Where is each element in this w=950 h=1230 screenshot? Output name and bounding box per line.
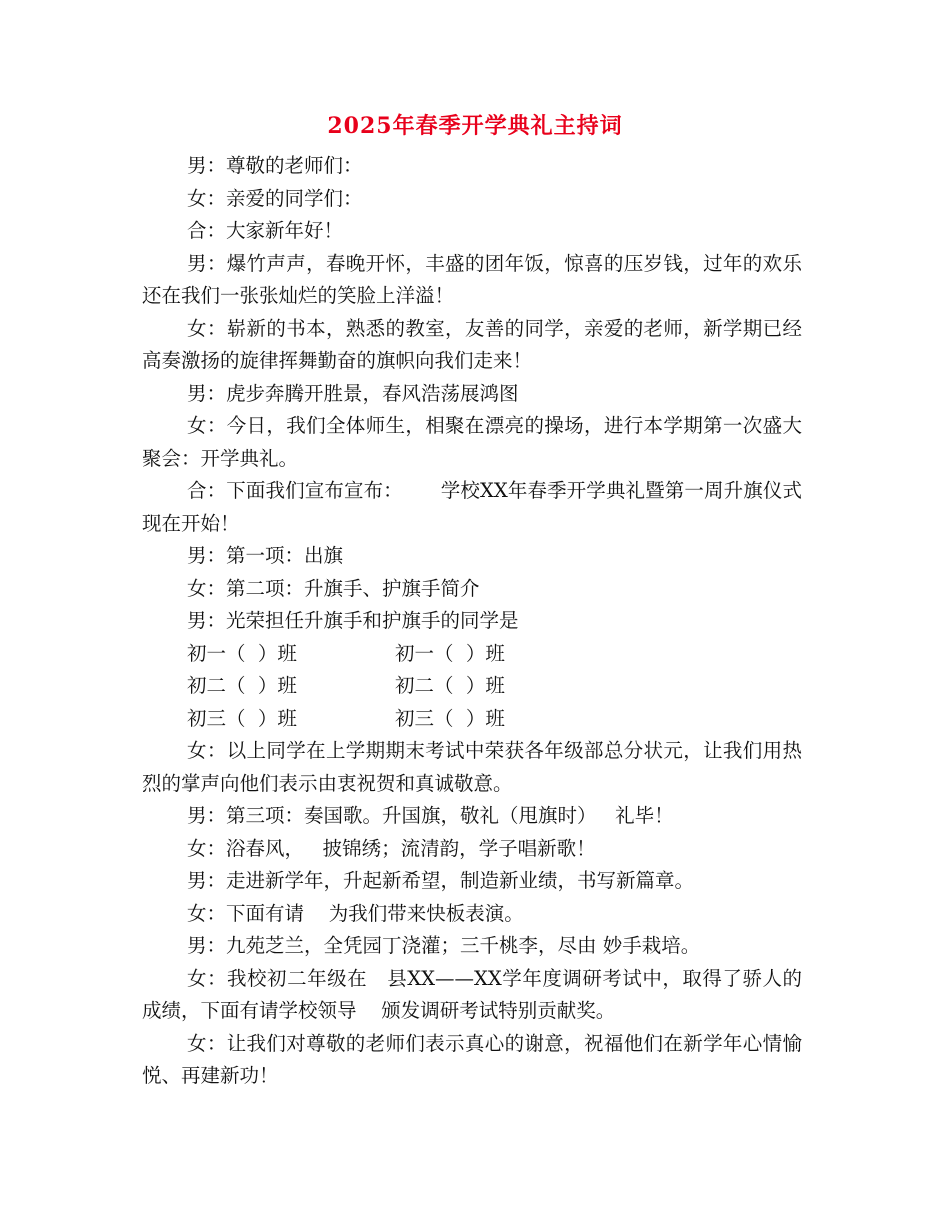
class-row bbox=[142, 703, 802, 736]
class-cell: 初三（ ）班 bbox=[395, 706, 505, 730]
paragraph: 女：以上同学在上学期期末考试中荣获各年级部总分状元，让我们用热烈的掌声向他们表示由衷祝贺和真诚敬意。 bbox=[142, 739, 802, 795]
paragraph: 女：下面有请 为我们带来快板表演。 bbox=[187, 901, 524, 925]
paragraph: 男：走进新学年，升起新希望，制造新业绩，书写新篇章。 bbox=[187, 869, 695, 892]
paragraph: 女：今日，我们全体师生，相聚在漂亮的操场，进行本学期第一次盛大聚会：开学典礼。 bbox=[142, 414, 802, 470]
class-cell: 初二（ ）班 bbox=[187, 674, 297, 697]
paragraph: 女：亲爱的同学们： bbox=[187, 186, 363, 210]
paragraph: 合：下面我们宣布宣布： 学校XX年春季开学典礼暨第一周升旗仪式现在开始！ bbox=[142, 479, 802, 535]
paragraph: 男：第一项：出旗 bbox=[187, 544, 344, 567]
document-body bbox=[142, 150, 802, 1093]
paragraph: 男：九苑芝兰，全凭园丁浇灌；三千桃李，尽由 妙手栽培。 bbox=[187, 934, 701, 957]
document-title: 2025年春季开学典礼主持词 bbox=[327, 113, 623, 139]
paragraph: 男：爆竹声声，春晚开怀，丰盛的团年饭，惊喜的压岁钱，过年的欢乐还在我们一张张灿烂的笑脸上洋溢！ bbox=[142, 251, 802, 307]
paragraph: 男：尊敬的老师们： bbox=[187, 154, 363, 177]
paragraph: 女：浴春风， 披锦绣；流清韵，学子唱新歌！ bbox=[187, 836, 596, 860]
paragraph: 男：虎步奔腾开胜景，春风浩荡展鸿图 bbox=[187, 381, 519, 405]
class-cell: 初一（ ）班 bbox=[395, 641, 505, 665]
paragraph: 合：大家新年好！ bbox=[187, 219, 344, 242]
paragraph: 女：让我们对尊敬的老师们表示真心的谢意，祝福他们在新学年心情愉悦、再建新功！ bbox=[142, 1031, 802, 1087]
paragraph: 男：光荣担任升旗手和护旗手的同学是 bbox=[187, 609, 519, 632]
class-row bbox=[142, 638, 802, 671]
class-cell: 初一（ ）班 bbox=[187, 641, 297, 665]
paragraph: 女：我校初二年级在 县XX——XX学年度调研考试中，取得了骄人的成绩，下面有请学校领导 颁发调研考试特别贡献奖。 bbox=[142, 966, 802, 1022]
paragraph: 男：第三项：奏国歌。升国旗，敬礼（甩旗时） 礼毕！ bbox=[187, 804, 674, 827]
paragraph: 女：第二项：升旗手、护旗手简介 bbox=[187, 576, 480, 600]
paragraph: 女：崭新的书本，熟悉的教室，友善的同学，亲爱的老师，新学期已经高奏激扬的旋律挥舞勤奋的旗帜向我们走来！ bbox=[142, 316, 802, 372]
class-row bbox=[142, 670, 802, 703]
class-cell: 初三（ ）班 bbox=[187, 706, 297, 730]
class-cell: 初二（ ）班 bbox=[395, 674, 505, 697]
